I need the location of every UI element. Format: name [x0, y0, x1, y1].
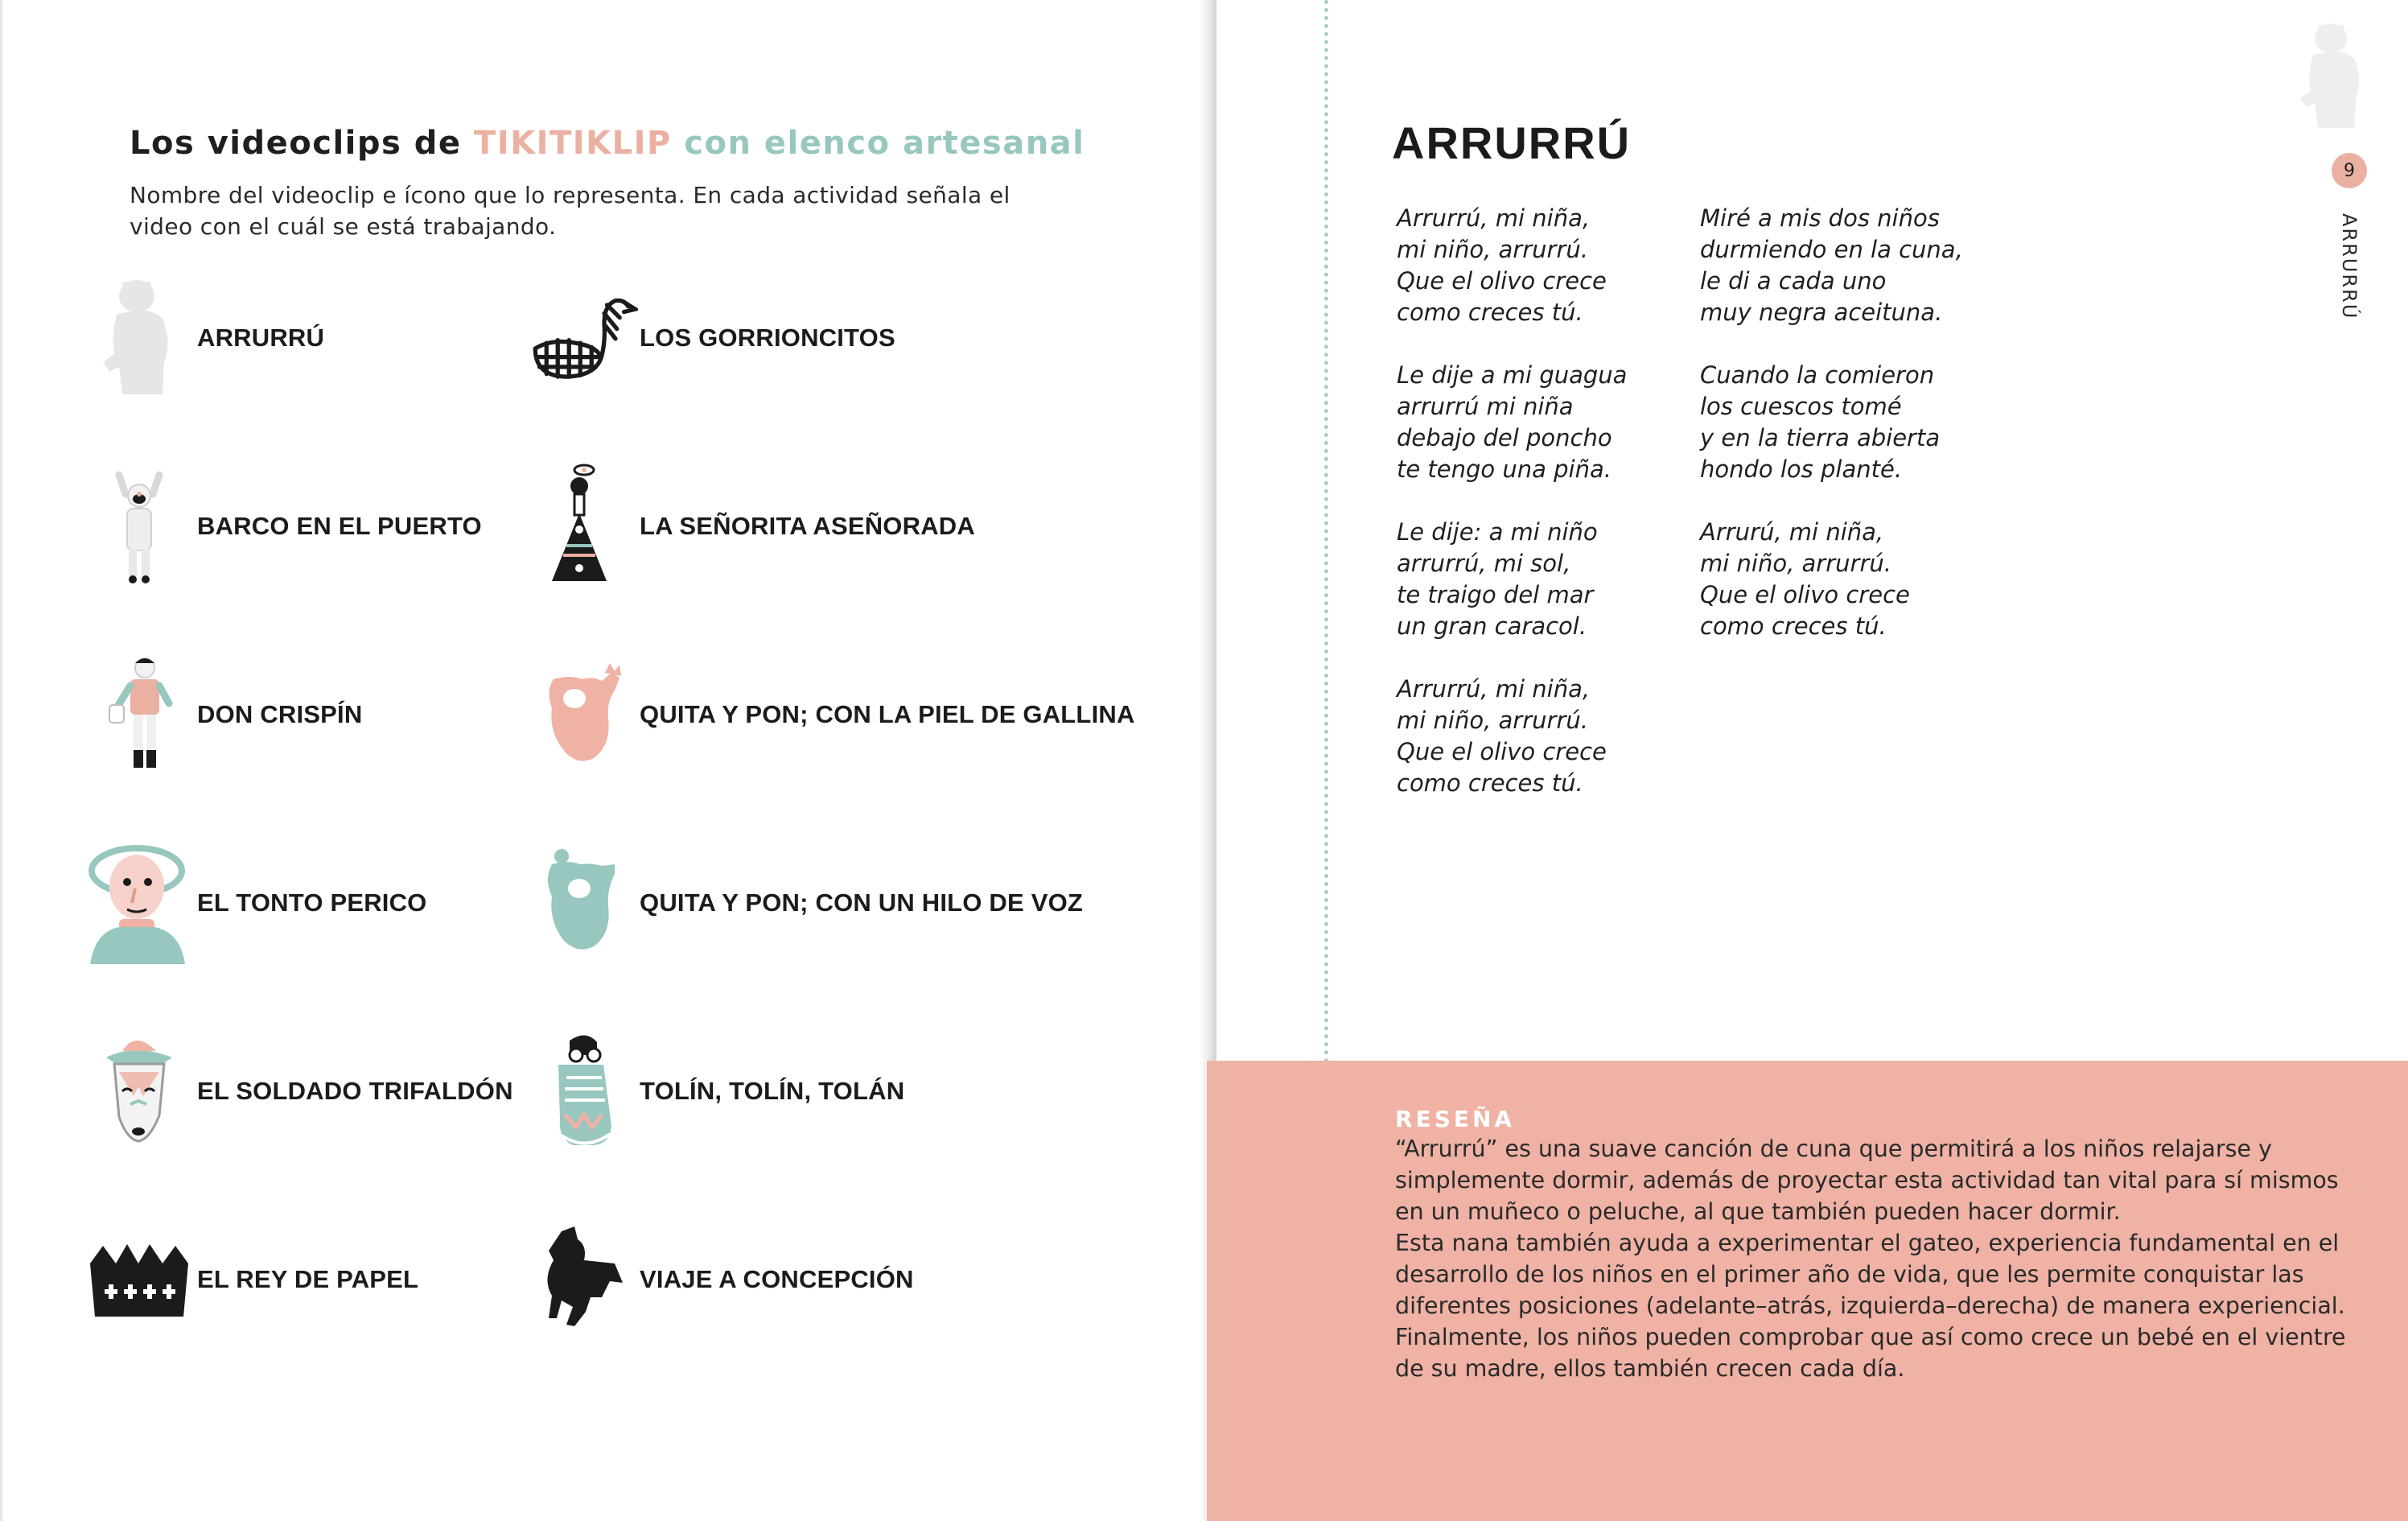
song-title: ARRURRÚ [1392, 117, 1632, 168]
clip-item [525, 1211, 914, 1348]
lyrics-stanza [1700, 517, 2022, 642]
lady-figure-icon [525, 458, 638, 595]
clip-label: QUITA Y PON; CON UN HILO DE VOZ [640, 888, 1084, 917]
shoe-figure-icon [525, 1023, 638, 1160]
clip-label: TOLÍN, TOLÍN, TOLÁN [640, 1077, 905, 1105]
lyrics-line: le di a cada uno [1700, 267, 1887, 295]
lyrics-line: mi niño, arrurrú. [1397, 707, 1588, 734]
lyrics-line: arrurrú, mi sol, [1397, 550, 1571, 577]
lyrics-column-left [1397, 203, 1719, 831]
crown-icon [83, 1211, 196, 1348]
clip-item [525, 458, 975, 595]
lyrics-line: Miré a mis dos niños [1700, 204, 1940, 232]
lyrics-line: arrurrú mi niña [1397, 393, 1574, 420]
clip-item [525, 835, 1083, 971]
lyrics-line: muy negra aceituna. [1700, 299, 1943, 326]
boy-figure-icon [83, 646, 196, 783]
page-number: 9 [2332, 153, 2367, 188]
clip-label: EL REY DE PAPEL [197, 1265, 419, 1293]
clip-item [525, 646, 1135, 783]
clip-item [83, 1211, 418, 1348]
clip-item [83, 1023, 513, 1160]
clip-item [83, 270, 324, 406]
lyrics-line: un gran caracol. [1397, 612, 1587, 640]
horse-icon [525, 1211, 638, 1348]
clip-item [525, 270, 895, 406]
side-section-label: ARRURRÚ [2338, 213, 2361, 320]
clip-label: EL SOLDADO TRIFALDÓN [197, 1077, 513, 1105]
review-paragraph: Esta nana también ayuda a experimentar el gateo, experiencia fundamental en el desarrollo de los niños en el primer año de vida, que les permite conquistar las diferentes posiciones (adelante–atrás, izquierda–derecha) de manera experiencial. [1395, 1230, 2345, 1319]
seated-figure-silhouette-icon [83, 270, 196, 406]
title-brand: TIKITIKLIP [473, 125, 672, 162]
lyrics-line: Cuando la comieron [1700, 361, 1935, 389]
lyrics-line: durmiendo en la cuna, [1700, 236, 1963, 263]
lyrics-column-right [1700, 203, 2022, 674]
clip-item [83, 646, 362, 783]
sailor-figure-icon [83, 458, 196, 595]
perico-face-icon [83, 835, 196, 971]
lyrics-line: y en la tierra abierta [1700, 424, 1941, 451]
lyrics-line: Arrurrú, mi niña, [1397, 675, 1591, 703]
pink-hen-jug-icon [525, 646, 638, 783]
lyrics-line: como creces tú. [1397, 769, 1583, 797]
lyrics-line: como creces tú. [1700, 612, 1887, 640]
title-suffix: con elenco artesanal [684, 125, 1085, 162]
clip-label: LA SEÑORITA ASEÑORADA [640, 512, 975, 540]
left-page-title [130, 125, 1085, 162]
clip-item [83, 458, 482, 595]
clip-label: LOS GORRIONCITOS [640, 324, 895, 352]
lyrics-line: Que el olivo crece [1700, 581, 1910, 608]
review-text [1395, 1133, 2369, 1384]
review-box [1207, 1061, 2408, 1521]
lyrics-stanza [1700, 203, 2022, 328]
lyrics-stanza [1397, 360, 1719, 485]
clip-item [83, 835, 427, 971]
review-paragraph: Finalmente, los niños pueden comprobar que así como crece un bebé en el vientre de su madre, ellos también crecen cada día. [1395, 1324, 2346, 1382]
soldier-mask-icon [83, 1023, 196, 1160]
lyrics-stanza [1397, 203, 1719, 328]
mint-jug-icon [525, 835, 638, 971]
seated-figure-silhouette-icon [2293, 8, 2373, 145]
clip-label: VIAJE A CONCEPCIÓN [640, 1265, 914, 1293]
lyrics-line: debajo del poncho [1397, 424, 1612, 451]
clip-label: QUITA Y PON; CON LA PIEL DE GALLINA [640, 700, 1135, 728]
clip-label: ARRURRÚ [197, 324, 325, 352]
lyrics-line: hondo los planté. [1700, 455, 1903, 483]
lyrics-stanza [1397, 674, 1719, 799]
lyrics-stanza [1397, 517, 1719, 642]
woven-bird-icon [525, 270, 638, 406]
title-prefix: Los videoclips de [130, 125, 462, 162]
clip-item [525, 1023, 904, 1160]
lyrics-line: Que el olivo crece [1397, 267, 1607, 295]
lyrics-line: Le dije: a mi niño [1397, 518, 1598, 546]
lyrics-line: Le dije a mi guagua [1397, 361, 1628, 389]
review-paragraph: “Arrurrú” es una suave canción de cuna que permitirá a los niños relajarse y simplemente dormir, además de proyectar esta actividad tan vital para sí mismos en un muñeco o peluche, al que también pueden hacer dormir. [1395, 1136, 2339, 1225]
lyrics-line: como creces tú. [1397, 299, 1583, 326]
clip-label: BARCO EN EL PUERTO [197, 512, 482, 540]
lyrics-line: Que el olivo crece [1397, 738, 1607, 765]
left-page-subtitle: Nombre del videoclip e ícono que lo representa. En cada actividad señala el video con el cuál se está trabajando. [130, 182, 1011, 240]
clip-label: EL TONTO PERICO [197, 888, 427, 917]
lyrics-line: te tengo una piña. [1397, 455, 1612, 483]
lyrics-stanza [1700, 360, 2022, 485]
review-heading: RESEÑA [1395, 1106, 1516, 1132]
lyrics-line: te traigo del mar [1397, 581, 1594, 608]
clip-label: DON CRISPÍN [197, 700, 363, 728]
lyrics-line: Arrurú, mi niña, [1700, 518, 1884, 546]
lyrics-line: los cuescos tomé [1700, 393, 1902, 420]
lyrics-line: Arrurrú, mi niña, [1397, 204, 1591, 232]
lyrics-line: mi niño, arrurrú. [1700, 550, 1891, 577]
lyrics-line: mi niño, arrurrú. [1397, 236, 1588, 263]
